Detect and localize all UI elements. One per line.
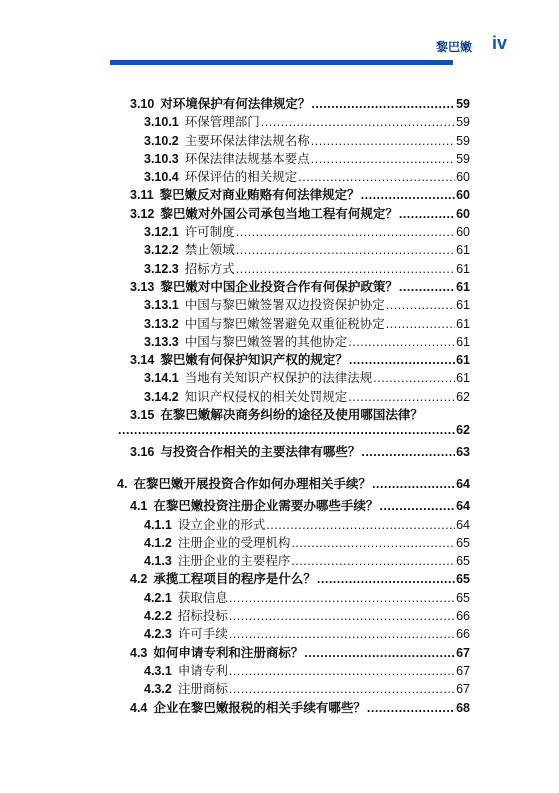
toc-entry-page: 67 (456, 682, 470, 697)
toc-entry-number: 3.12.2 (144, 243, 179, 258)
toc-entry-title: 注册企业的主要程序 (177, 554, 291, 569)
toc-entry-page: 68 (456, 700, 470, 715)
toc-entry-number: 4.2.3 (144, 627, 172, 642)
toc-entry[interactable] (144, 112, 470, 130)
toc-entry-page: 64 (456, 517, 470, 532)
toc-entry-title: 注册商标 (177, 682, 228, 697)
toc-entry-number: 4. (117, 476, 128, 491)
toc-entry-title: 禁止领域 (184, 243, 235, 258)
toc-leader-dots (298, 170, 455, 184)
toc-entry-title: 中国与黎巴嫩签署的其他协定 (184, 334, 348, 349)
toc-entry[interactable] (130, 698, 470, 716)
toc-leader-dots (229, 627, 455, 641)
toc-entry[interactable] (130, 185, 470, 203)
toc-entry-title: 获取信息 (177, 590, 228, 605)
toc-entry-title: 当地有关知识产权保护的法律法规 (184, 371, 373, 386)
toc-leader-dots (261, 115, 455, 129)
toc-entry[interactable] (144, 515, 470, 533)
toc-leader-dots (311, 152, 455, 166)
toc-entry-number: 3.14 (130, 353, 155, 368)
toc-entry-title: 许可手续 (177, 627, 228, 642)
toc-entry-page: 63 (456, 444, 470, 459)
toc-entry[interactable] (130, 569, 470, 587)
toc-entry-page: 65 (456, 590, 470, 605)
toc-entry-page: 65 (456, 535, 470, 550)
toc-leader-dots (311, 134, 455, 148)
toc-leader-dots (304, 646, 455, 660)
toc-leader-dots (349, 353, 455, 367)
toc-leader-dots (361, 445, 455, 459)
toc-entry-number: 3.12.1 (144, 225, 179, 240)
toc-entry-title: 主要环保法律法规名称 (184, 133, 310, 148)
toc-leader-dots (236, 225, 455, 239)
toc-entry-page: 67 (456, 663, 470, 678)
toc-entry[interactable] (144, 167, 470, 185)
toc-leader-dots (229, 664, 455, 678)
toc-entry-title: 申请专利 (177, 663, 228, 678)
toc-entry-page: 62 (456, 423, 470, 438)
toc-entry-number: 3.13.1 (144, 298, 179, 313)
toc-entry-number: 4.3.1 (144, 663, 172, 678)
toc-entry-number: 4.4 (130, 700, 148, 715)
toc-entry-page: 64 (456, 476, 470, 491)
toc-leader-dots (399, 280, 455, 294)
toc-entry[interactable] (130, 94, 470, 112)
toc-entry-page: 61 (456, 334, 470, 349)
toc-leader-dots (386, 298, 455, 312)
toc-entry-title: 知识产权侵权的相关处罚规定 (184, 389, 348, 404)
toc-entry-page: 60 (456, 188, 470, 203)
toc-entry-page: 67 (456, 645, 470, 660)
toc-leader-dots (229, 682, 455, 696)
toc-leader-dots (361, 188, 455, 202)
toc-entry-number: 4.3.2 (144, 682, 172, 697)
toc-leader-dots (386, 317, 455, 331)
toc-entry-number: 3.12.3 (144, 261, 179, 276)
toc-entry[interactable] (130, 277, 470, 295)
toc-leader-dots (291, 554, 455, 568)
toc-entry-title: 注册企业的受理机构 (177, 535, 291, 550)
toc-leader-dots (348, 390, 455, 404)
table-of-contents (117, 94, 470, 716)
toc-leader-dots (379, 499, 455, 513)
toc-entry[interactable] (144, 295, 470, 313)
toc-entry-title: 黎巴嫩对中国企业投资合作有何保护政策？ (160, 279, 398, 294)
toc-entry-number: 3.14.2 (144, 389, 179, 404)
toc-entry-title: 与投资合作相关的主要法律有哪些？ (160, 444, 361, 459)
toc-entry[interactable] (130, 643, 470, 661)
toc-entry-page: 61 (456, 371, 470, 386)
toc-entry-title: 承揽工程项目的程序是什么？ (153, 572, 316, 587)
toc-entry-page: 66 (456, 609, 470, 624)
toc-entry-page: 61 (456, 298, 470, 313)
toc-entry-number: 4.2 (130, 572, 148, 587)
toc-entry-number: 4.2.2 (144, 609, 172, 624)
toc-leader-dots (372, 477, 455, 491)
toc-entry[interactable] (130, 442, 470, 460)
toc-entry[interactable] (144, 624, 470, 642)
toc-entry-number: 3.10 (130, 97, 155, 111)
toc-entry[interactable] (144, 679, 470, 697)
toc-entry-number: 3.10.2 (144, 133, 179, 148)
toc-entry-title: 黎巴嫩有何保护知识产权的规定？ (160, 353, 348, 368)
toc-entry-title: 对环境保护有何法律规定？ (160, 97, 311, 111)
toc-entry[interactable] (144, 332, 470, 350)
toc-leader-dots (229, 591, 455, 605)
toc-entry-title: 招标方式 (184, 261, 235, 276)
toc-entry-number: 3.13 (130, 279, 155, 294)
toc-entry-page: 65 (456, 572, 470, 587)
toc-entry-title: 许可制度 (184, 225, 235, 240)
toc-entry[interactable] (130, 350, 470, 368)
toc-entry-title: 如何申请专利和注册商标？ (153, 645, 304, 660)
toc-entry-page: 59 (456, 115, 470, 130)
toc-entry-page: 61 (456, 316, 470, 331)
toc-entry-number: 3.13.2 (144, 316, 179, 331)
toc-entry-page: 61 (456, 353, 470, 368)
toc-entry-title: 招标投标 (177, 609, 228, 624)
toc-entry-title: 设立企业的形式 (177, 517, 266, 532)
toc-entry-number: 4.1.1 (144, 517, 172, 532)
toc-entry-title: 黎巴嫩对外国公司承包当地工程有何规定？ (160, 206, 398, 221)
toc-leader-dots (236, 243, 455, 257)
toc-entry-title: 环保管理部门 (184, 115, 260, 130)
toc-entry-page: 59 (456, 133, 470, 148)
toc-entry[interactable] (130, 496, 470, 514)
toc-entry-number: 3.14.1 (144, 371, 179, 386)
toc-entry[interactable] (144, 551, 470, 569)
toc-entry-number: 4.1.3 (144, 554, 172, 569)
toc-entry[interactable] (144, 149, 470, 167)
toc-entry-title: 环保评估的相关规定 (184, 170, 298, 185)
toc-entry-page: 62 (456, 389, 470, 404)
toc-entry-number: 3.11 (130, 188, 154, 203)
toc-entry-number: 4.3 (130, 645, 148, 660)
toc-entry-page: 60 (456, 206, 470, 221)
toc-entry-number: 3.15 (130, 408, 155, 423)
toc-entry[interactable] (130, 204, 470, 222)
toc-entry[interactable] (144, 314, 470, 332)
toc-entry-number: 3.10.4 (144, 170, 179, 185)
toc-leader-dots (373, 371, 455, 385)
toc-entry[interactable] (144, 387, 470, 405)
toc-leader-dots (229, 609, 455, 623)
toc-entry[interactable] (117, 474, 470, 492)
header-rule (110, 60, 453, 65)
header-country-name: 黎巴嫩 (435, 40, 472, 54)
toc-entry-number: 3.10.1 (144, 115, 179, 130)
toc-entry[interactable] (144, 588, 470, 606)
toc-entry-number: 4.1 (130, 499, 148, 514)
toc-entry-title: 环保法律法规基本要点 (184, 151, 310, 166)
toc-entry-title: 在黎巴嫩解决商务纠纷的途径及使用哪国法律？ (160, 408, 423, 423)
toc-entry-number: 3.13.3 (144, 334, 179, 349)
toc-entry[interactable] (144, 131, 470, 149)
toc-entry[interactable] (130, 405, 470, 423)
toc-leader-dots (236, 262, 455, 276)
toc-entry-number: 4.2.1 (144, 590, 172, 605)
toc-leader-dots (118, 423, 455, 437)
toc-entry-number: 3.10.3 (144, 151, 179, 166)
toc-entry-page: 65 (456, 554, 470, 569)
toc-entry-page: 60 (456, 170, 470, 185)
toc-entry-number: 3.12 (130, 206, 155, 221)
toc-entry-page: 60 (456, 225, 470, 240)
toc-leader-dots (311, 97, 455, 111)
toc-entry-page: 59 (456, 97, 470, 111)
toc-entry-page: 61 (456, 279, 470, 294)
toc-leader-dots (367, 701, 455, 715)
toc-entry-number: 4.1.2 (144, 535, 172, 550)
toc-entry[interactable] (144, 661, 470, 679)
toc-entry[interactable] (144, 259, 470, 277)
toc-entry-page: 59 (456, 151, 470, 166)
toc-entry[interactable] (144, 533, 470, 551)
toc-entry-title: 黎巴嫩反对商业贿赂有何法律规定？ (159, 188, 360, 203)
toc-leader-dots (399, 207, 455, 221)
toc-entry[interactable] (144, 222, 470, 240)
toc-entry-page: 66 (456, 627, 470, 642)
toc-entry[interactable] (144, 368, 470, 386)
toc-entry-title: 在黎巴嫩投资注册企业需要办哪些手续？ (153, 499, 379, 514)
toc-leader-dots (348, 335, 455, 349)
toc-leader-dots (317, 572, 455, 586)
toc-entry[interactable] (144, 240, 470, 258)
toc-entry-title: 中国与黎巴嫩签署避免双重征税协定 (184, 316, 385, 331)
header-page-number: iv (491, 33, 507, 53)
toc-leader-dots (266, 518, 455, 532)
toc-entry-title: 在黎巴嫩开展投资合作如何办理相关手续？ (133, 476, 371, 491)
toc-entry-page: 61 (456, 243, 470, 258)
toc-entry-page: 64 (456, 499, 470, 514)
toc-leader-dots (291, 536, 455, 550)
toc-entry-title: 中国与黎巴嫩签署双边投资保护协定 (184, 298, 385, 313)
toc-entry-title: 企业在黎巴嫩报税的相关手续有哪些？ (153, 700, 366, 715)
toc-entry-page: 61 (456, 261, 470, 276)
toc-entry-number: 3.16 (130, 444, 155, 459)
toc-entry-continuation[interactable] (117, 423, 470, 441)
toc-entry[interactable] (144, 606, 470, 624)
